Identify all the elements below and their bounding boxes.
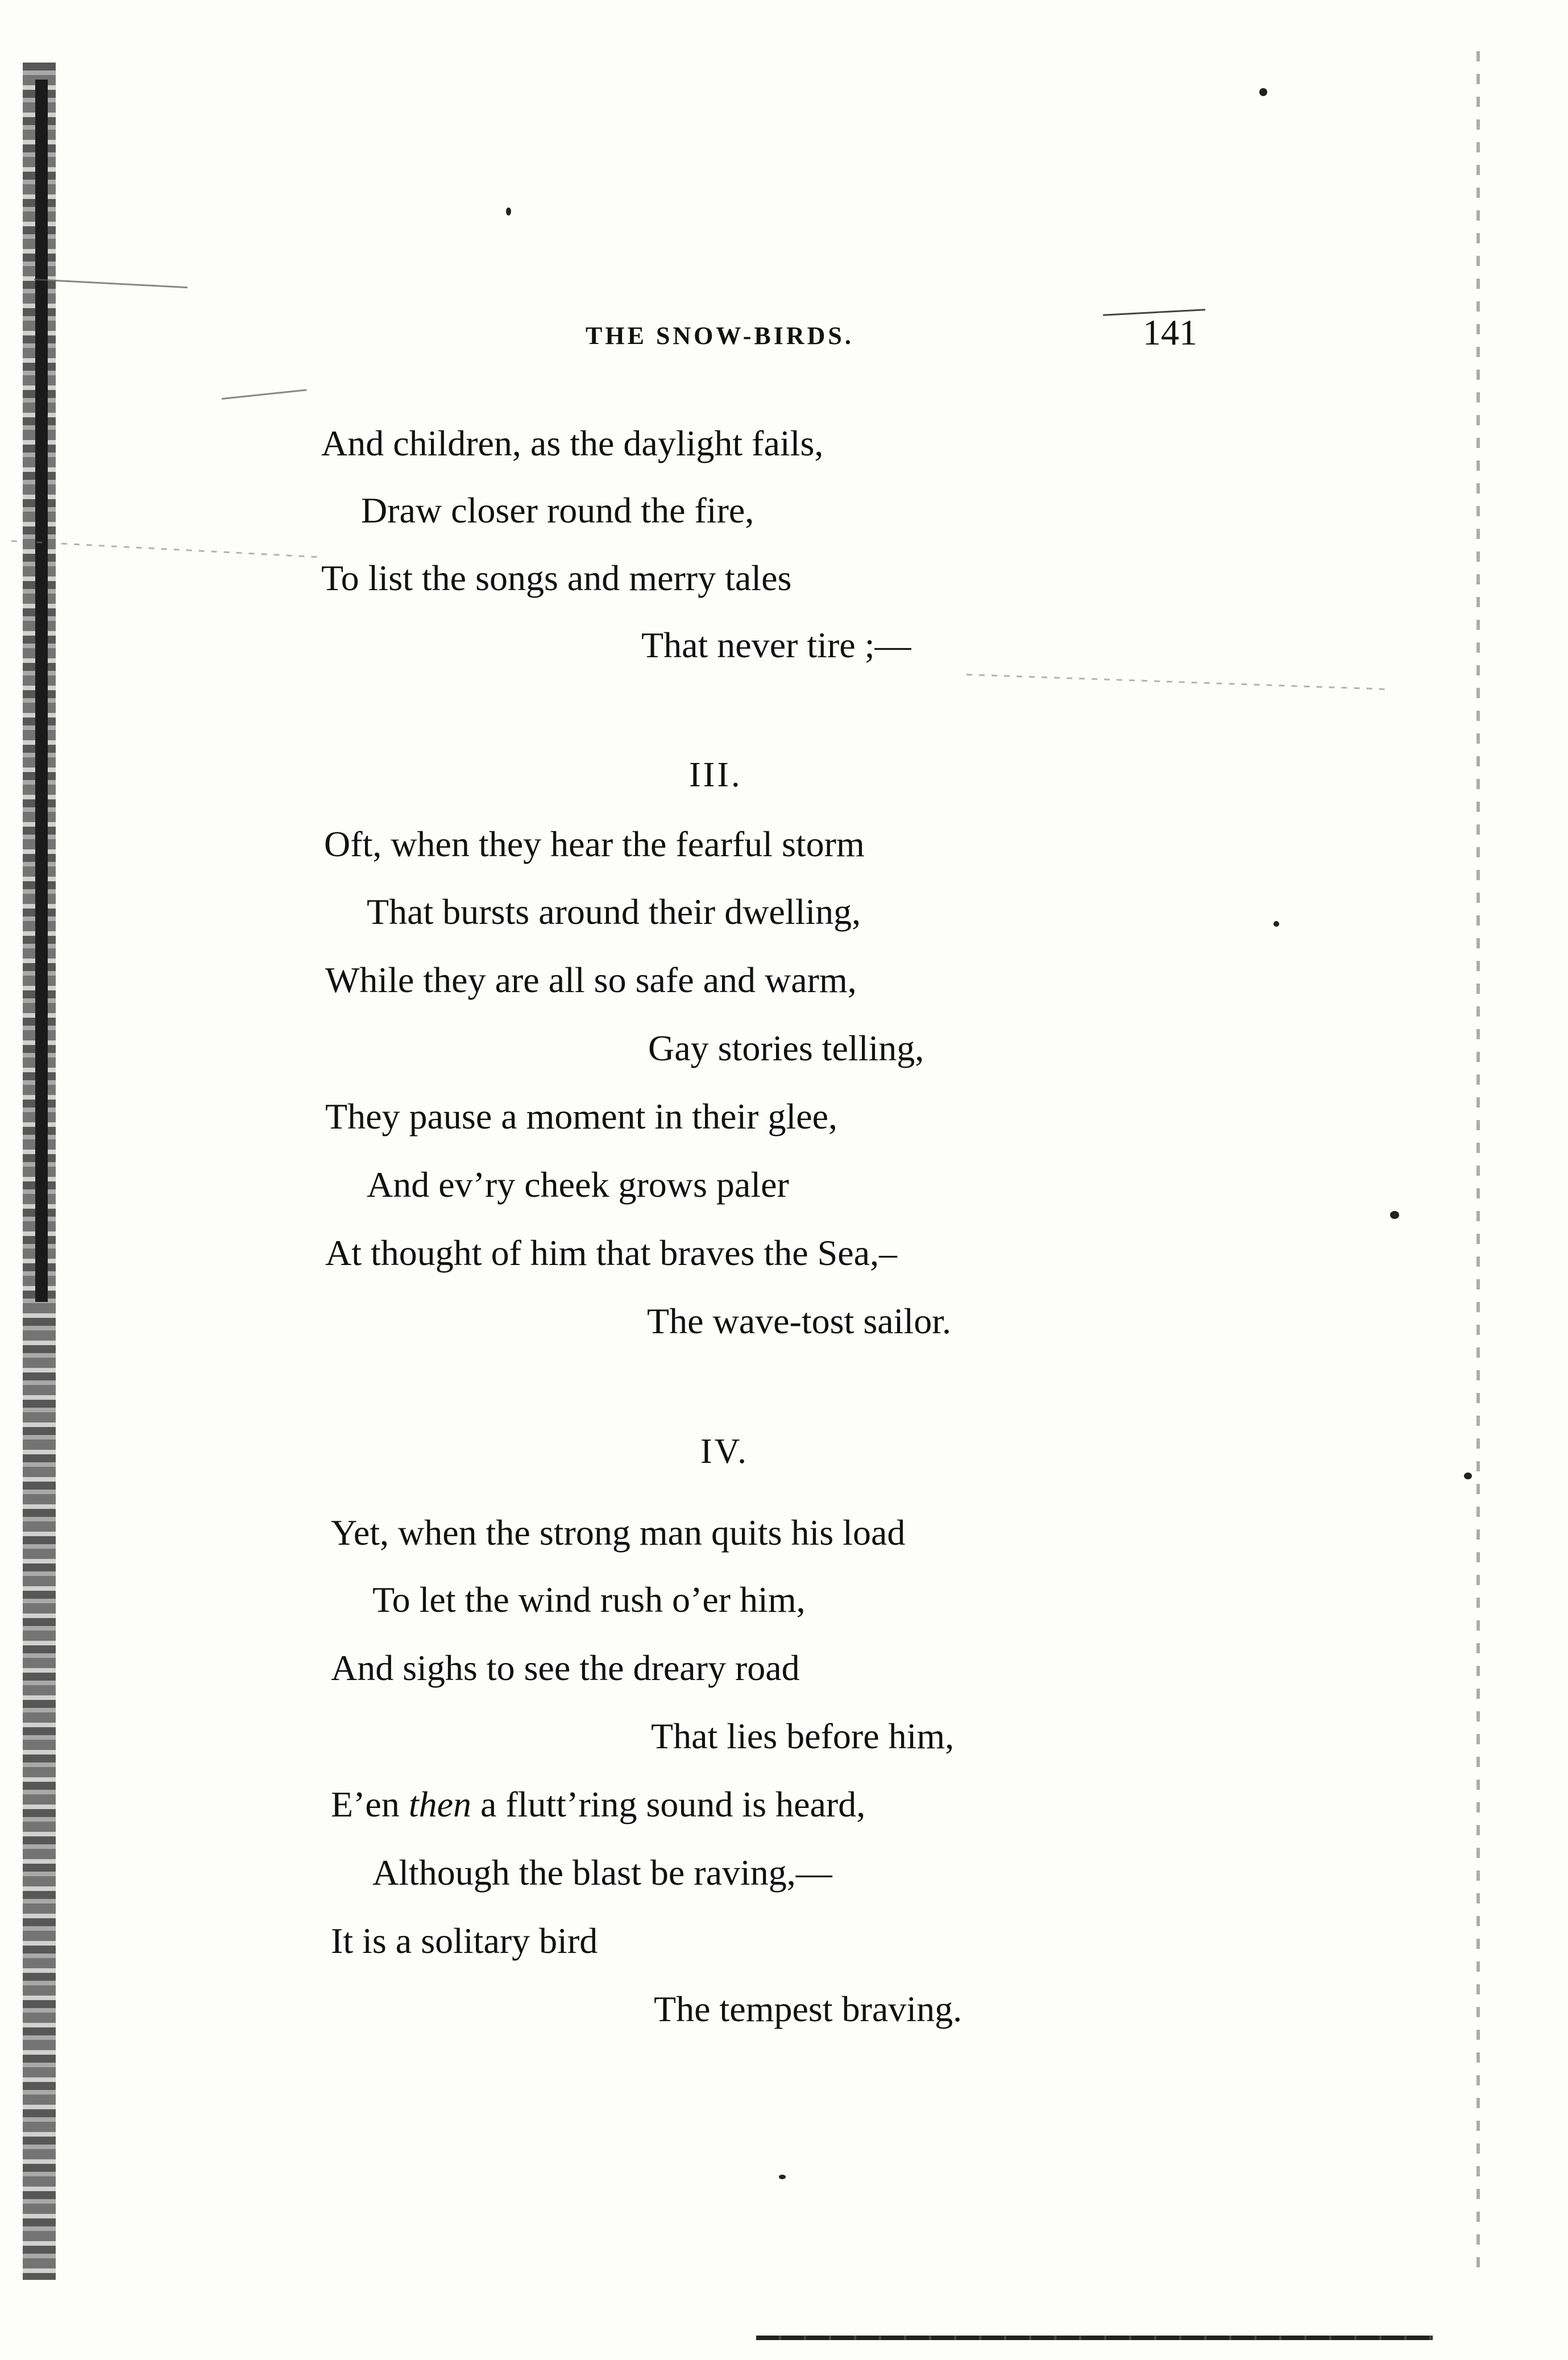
verse-word: E’en bbox=[331, 1784, 400, 1824]
verse-line: The wave-tost sailor. bbox=[647, 1301, 951, 1341]
speck bbox=[1259, 88, 1267, 96]
verse-line: The tempest braving. bbox=[654, 1989, 963, 2029]
verse-line: To list the songs and merry tales bbox=[321, 558, 792, 598]
italic-word: then bbox=[408, 1784, 471, 1824]
verse-line: And sighs to see the dreary road bbox=[331, 1648, 800, 1688]
bottom-edge-rule bbox=[756, 2336, 1433, 2340]
stray-mark bbox=[966, 674, 1387, 690]
stray-mark bbox=[11, 540, 318, 558]
right-page-edge bbox=[1476, 51, 1480, 2268]
verse-line bbox=[331, 1786, 865, 1823]
verse-line: And ev’ry cheek grows paler bbox=[367, 1164, 789, 1205]
running-title: THE SNOW-BIRDS. bbox=[586, 322, 854, 350]
verse-line: That never tire ;— bbox=[641, 625, 911, 665]
verse-line: To let the wind rush o’er him, bbox=[372, 1579, 806, 1620]
verse-line: It is a solitary bird bbox=[331, 1921, 598, 1961]
speck bbox=[1274, 921, 1279, 927]
verse-line: Draw closer round the fire, bbox=[361, 490, 754, 530]
verse-line: That bursts around their dwelling, bbox=[367, 891, 861, 932]
verse-line: Yet, when the strong man quits his load bbox=[331, 1512, 906, 1553]
stanza-numeral: III. bbox=[689, 756, 742, 794]
speck bbox=[1464, 1473, 1472, 1479]
page-number: 141 bbox=[1143, 312, 1197, 352]
stray-mark bbox=[222, 389, 306, 400]
speck bbox=[506, 208, 511, 215]
speck bbox=[1390, 1211, 1399, 1219]
verse-line: That lies before him, bbox=[651, 1716, 955, 1756]
verse-line: Gay stories telling, bbox=[648, 1028, 924, 1068]
verse-line: While they are all so safe and warm, bbox=[325, 960, 857, 1000]
stanza-numeral: IV. bbox=[700, 1432, 749, 1471]
verse-word: a flutt’ring sound is heard, bbox=[480, 1784, 866, 1824]
verse-line: Although the blast be raving,— bbox=[372, 1852, 832, 1893]
verse-line: They pause a moment in their glee, bbox=[325, 1096, 838, 1137]
verse-line: Oft, when they hear the fearful storm bbox=[324, 824, 865, 864]
verse-line: And children, as the daylight fails, bbox=[321, 423, 824, 463]
binding-shadow bbox=[35, 80, 48, 1302]
speck bbox=[779, 2175, 786, 2179]
verse-line: At thought of him that braves the Sea,– bbox=[325, 1233, 898, 1273]
stray-mark bbox=[34, 279, 188, 288]
